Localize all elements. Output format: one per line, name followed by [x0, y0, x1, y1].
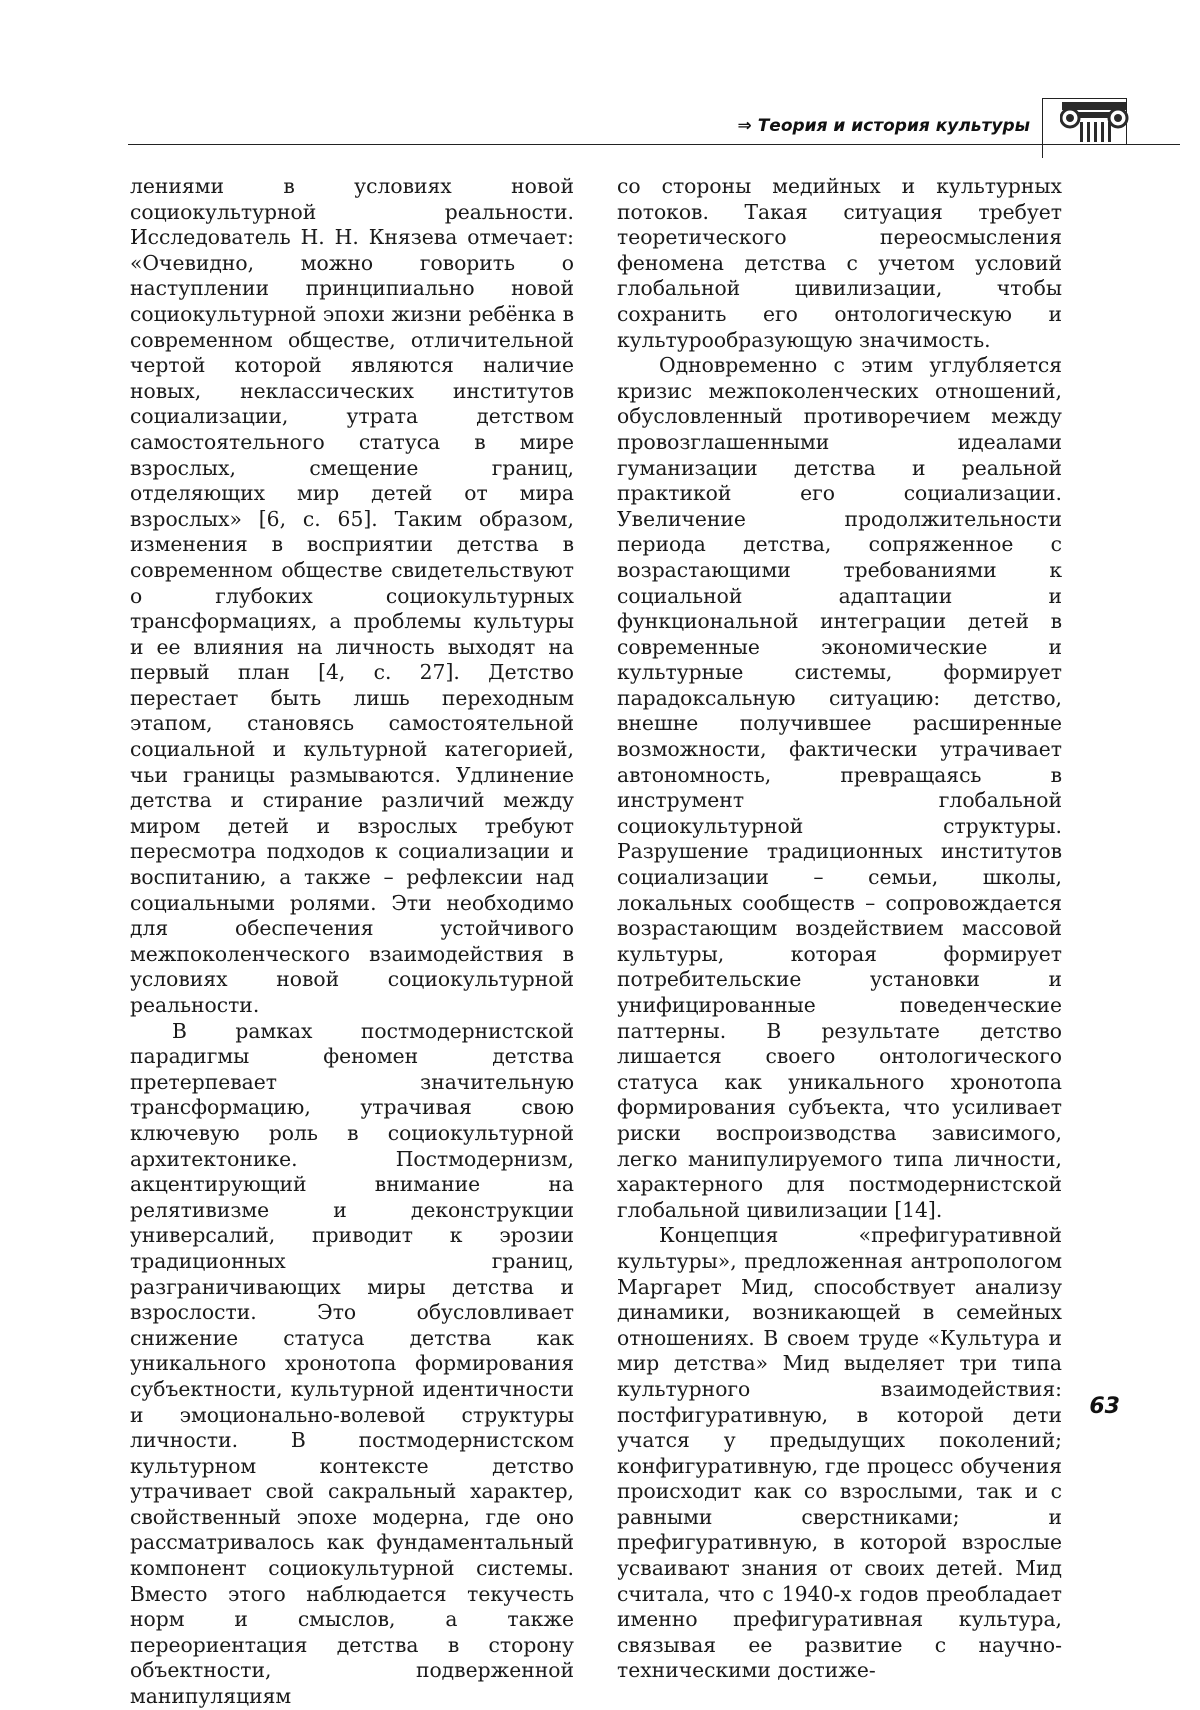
- right-paragraph-1: со стороны медийных и культурных потоков. Такая ситуация требует теоретического переосмысления феномена детства с учетом условий глобальной цивилизации, чтобы сохранить его онтологическую и культурообразующую значимость.: [617, 174, 1062, 352]
- left-paragraph-2: В рамках постмодернистской парадигмы феномен детства претерпевает значительную трансформацию, утрачивая свою ключевую роль в социокультурной архитектонике. Постмодернизм, акцентирующий внимание на релятивизме и деконструкции универсалий, приводит к эрозии традиционных границ, разграничивающих миры детства и взрослости. Это обусловливает снижение статуса детства как уникального хронотопа формирования субъектности, культурной идентичности и эмоционально-волевой структуры личности. В постмодернистском культурном контексте детство утрачивает свой сакральный характер, свойственный эпохе модерна, где оно рассматривалось как фундаментальный компонент социокультурной системы. Вместо этого наблюдается текучесть норм и смыслов, а также переориентация детства в сторону объектности, подверженной манипуляциям: [130, 1018, 574, 1709]
- running-header-title: ⇒ Теория и история культуры: [737, 116, 1030, 136]
- page-number: 63: [1089, 1394, 1120, 1419]
- header-rule: [128, 144, 1180, 145]
- right-paragraph-2: Одновременно с этим углубляется кризис межпоколенческих отношений, обусловленный противоречием между провозглашенными идеалами гуманизации детства и реальной практикой его социализации. Увеличение продолжительности периода детства, сопряженное с возрастающими требованиями к социальной адаптации и функциональной интеграции детей в современные экономические и культурные системы, формирует парадоксальную ситуацию: детство, внешне получившее расширенные возможности, фактически утрачивает автономность, превращаясь в инструмент глобальной социокультурной структуры. Разрушение традиционных институтов социализации – семьи, школы, локальных сообществ – сопровождается возрастающим воздействием массовой культуры, которая формирует потребительские установки и унифицированные поведенческие паттерны. В результате детство лишается своего онтологического статуса как уникального хронотопа формирования субъекта, что усиливает риски воспроизводства зависимого, легко манипулируемого типа личности, характерного для постмодернистской глобальной цивилизации [14].: [617, 353, 1062, 1222]
- left-paragraph-1: лениями в условиях новой социокультурной реальности. Исследователь Н. Н. Князева отмечает: «Очевидно, можно говорить о наступлении принципиально новой социокультурной эпохи жизни ребёнка в современном обществе, отличительной чертой которой являются наличие новых, неклассических институтов социализации, утрата детством самостоятельного статуса в мире взрослых, смещение границ, отделяющих мир детей от мира взрослых» [6, с. 65]. Таким образом, изменения в восприятии детства в современном обществе свидетельствуют о глубоких социокультурных трансформациях, а проблемы культуры и ее влияния на личность выходят на первый план [4, с. 27]. Детство перестает быть лишь переходным этапом, становясь самостоятельной социальной и культурной категорией, чьи границы размываются. Удлинение детства и стирание различий между миром детей и взрослых требуют пересмотра подходов к социализации и воспитанию, а также – рефлексии над социальными ролями. Эти необходимо для обеспечения устойчивого межпоколенческого взаимодействия в условиях новой социокультурной реальности.: [130, 174, 574, 1017]
- right-paragraph-3: Концепция «префигуративной культуры», предложенная антропологом Маргарет Мид, способствует анализу динамики, возникающей в семейных отношениях. В своем труде «Культура и мир детства» Мид выделяет три типа культурного взаимодействия: постфигуративную, в которой дети учатся у предыдущих поколений; конфигуративную, где процесс обучения происходит как со взрослыми, так и с равными сверстниками; и префигуративную, в которой взрослые усваивают знания от своих детей. Мид считала, что с 1940-х годов преобладает именно префигуративная культура, связывая ее развитие с научно-техническими достиже-: [617, 1223, 1062, 1683]
- ionic-capital-icon: [1060, 94, 1132, 144]
- right-column: [617, 174, 1062, 1684]
- left-column: [130, 174, 574, 1710]
- emblem-frame-lower: [1042, 144, 1189, 158]
